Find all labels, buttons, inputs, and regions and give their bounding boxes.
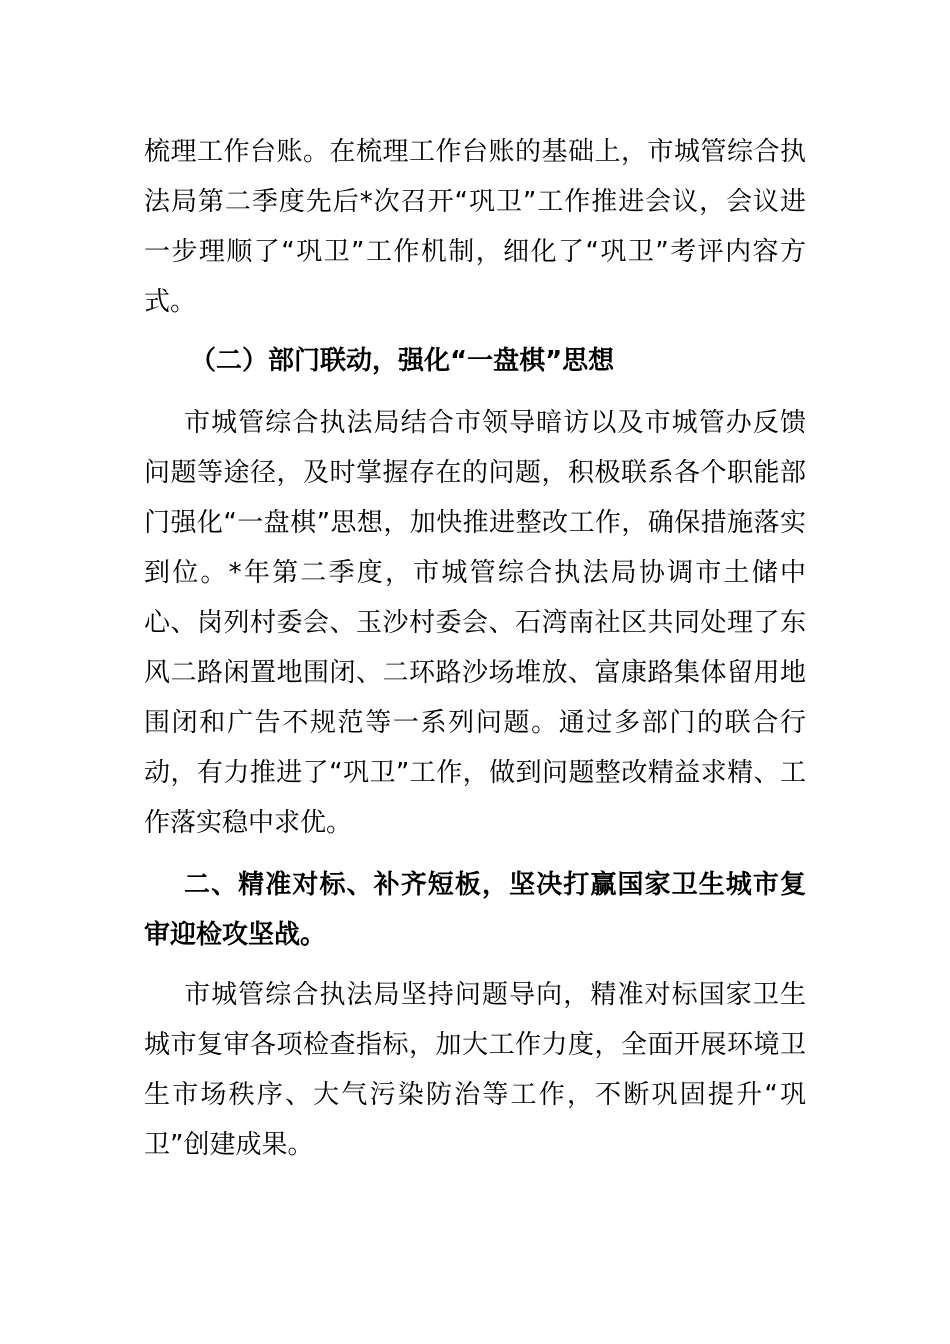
paragraph-section-two: 市城管综合执法局坚持问题导向，精准对标国家卫生城市复审各项检查指标，加大工作力度，全面开展环境卫生市场秩序、大气污染防治等工作，不断巩固提升“巩卫”创建成果。 [144,980,806,1160]
heading-section-two: 二、精准对标、补齐短板，坚决打赢国家卫生城市复审迎检攻坚战。 [144,870,806,950]
document-page [144,0,806,1344]
subheading-department-linkage: （二）部门联动，强化“一盘棋”思想 [190,346,615,376]
paragraph-department-linkage: 市城管综合执法局结合市领导暗访以及市城管办反馈问题等途径，及时掌握存在的问题，积极联系各个职能部门强化“一盘棋”思想，加快推进整改工作，确保措施落实到位。*年第二季度，市城管综合执法局协调市土储中心、岗列村委会、玉沙村委会、石湾南社区共同处理了东风二路闲置地围闭、二环路沙场堆放、富康路集体留用地围闭和广告不规范等一系列问题。通过多部门的联合行动，有力推进了“巩卫”工作，做到问题整改精益求精、工作落实稳中求优。 [144,408,806,838]
paragraph-ledger: 梳理工作台账。在梳理工作台账的基础上，市城管综合执法局第二季度先后*次召开“巩卫”工作推进会议，会议进一步理顺了“巩卫”工作机制，细化了“巩卫”考评内容方式。 [144,137,806,317]
